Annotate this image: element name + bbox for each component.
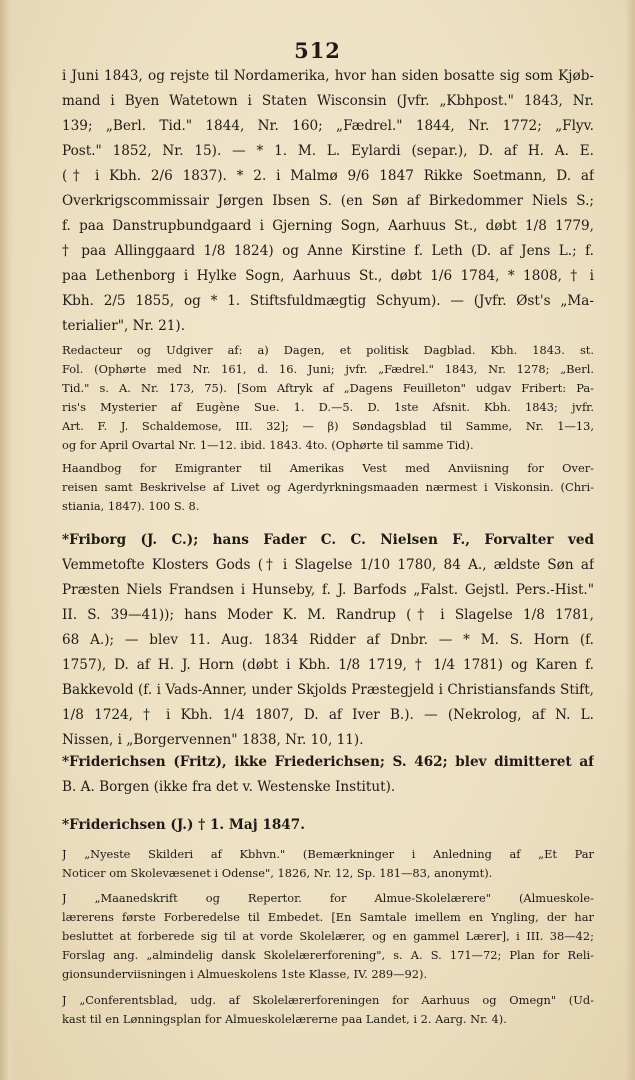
text-line: ris's Mysterier af Eugène Sue. 1. D.—5. D. 1ste Afsnit. Kbh. 1843; jvfr. (62, 400, 594, 414)
text-line: Bakkevold (f. i Vads-Anner, under Skjolds Præstegjeld i Christiansfands Stift, (62, 682, 594, 698)
text-line: Kbh. 2/5 1855, og * 1. Stiftsfuldmægtig Schyum). — (Jvfr. Øst's „Ma- (62, 293, 594, 309)
text-line: i Juni 1843, og rejste til Nordamerika, hvor han siden bosatte sig som Kjøb- (62, 68, 594, 84)
text-line: f. paa Danstrupbundgaard i Gjerning Sogn, Aarhuus St., døbt 1/8 1779, (62, 218, 594, 234)
page-number: 512 (294, 38, 341, 63)
text-line: Art. F. J. Schaldemose, III. 32]; — β) Søndagsblad til Samme, Nr. 1—13, (62, 419, 594, 433)
entry-heading-line: *Friborg (J. C.); hans Fader C. C. Nielsen F., Forvalter ved (62, 532, 594, 548)
text-line: paa Lethenborg i Hylke Sogn, Aarhuus St., døbt 1/6 1784, * 1808, † i (62, 268, 594, 284)
text-line: II. S. 39—41)); hans Moder K. M. Randrup († i Slagelse 1/8 1781, (62, 607, 594, 623)
page-right-edge (625, 0, 635, 1080)
text-line: terialier", Nr. 21). (62, 318, 186, 334)
text-line: besluttet at forberede sig til at vorde Skolelærer, og en gammel Lærer], i III. 38—42; (62, 929, 594, 943)
text-line: 1/8 1724, † i Kbh. 1/4 1807, D. af Iver B.). — (Nekrolog, af N. L. (62, 707, 594, 723)
text-line: kast til en Lønningsplan for Almueskolelærerne paa Landet, i 2. Aarg. Nr. 4). (62, 1012, 507, 1026)
text-line: lærerens første Forberedelse til Embedet. [En Samtale imellem en Yngling, der har (62, 910, 594, 924)
entry-heading-line: *Friderichsen (Fritz), ikke Friederichsen; S. 462; blev dimitteret af (62, 754, 594, 770)
text-line: gionsunderviisningen i Almueskolens 1ste Klasse, IV. 289—92). (62, 967, 428, 981)
text-line: 68 A.); — blev 11. Aug. 1834 Ridder af Dnbr. — * M. S. Horn (f. (62, 632, 594, 648)
text-line: Overkrigscommissair Jørgen Ibsen S. (en Søn af Birkedommer Niels S.; (62, 193, 594, 209)
text-line: Vemmetofte Klosters Gods († i Slagelse 1/10 1780, 84 A., ældste Søn af (62, 557, 594, 573)
text-line: stiania, 1847). 100 S. 8. (62, 499, 200, 513)
text-line: B. A. Borgen (ikke fra det v. Westenske Institut). (62, 779, 396, 795)
text-line: mand i Byen Watetown i Staten Wisconsin (Jvfr. „Kbhpost." 1843, Nr. (62, 93, 594, 109)
text-line: Præsten Niels Frandsen i Hunseby, f. J. Barfods „Falst. Gejstl. Pers.-Hist." (62, 582, 594, 598)
text-line: J „Maanedskrift og Repertor. for Almue-Skolelærere" (Almueskole- (62, 891, 594, 905)
text-line: J „Nyeste Skilderi af Kbhvn." (Bemærkninger i Anledning af „Et Par (62, 847, 594, 861)
text-line: († i Kbh. 2/6 1837). * 2. i Malmø 9/6 1847 Rikke Soetmann, D. af (62, 168, 594, 184)
text-line: reisen samt Beskrivelse af Livet og Agerdyrkningsmaaden nærmest i Viskonsin. (Chri- (62, 480, 594, 494)
text-line: Tid." s. A. Nr. 173, 75). [Som Aftryk af „Dagens Feuilleton" udgav Fribert: Pa- (62, 381, 594, 395)
text-line: Forslag ang. „almindelig dansk Skolelærerforening", s. A. S. 171—72; Plan for Reli- (62, 948, 594, 962)
text-line: Post." 1852, Nr. 15). — * 1. M. L. Eylardi (separ.), D. af H. A. E. (62, 143, 594, 159)
text-line: Nissen, i „Borgervennen" 1838, Nr. 10, 11). (62, 732, 364, 748)
text-line: J „Conferentsblad, udg. af Skolelærerforeningen for Aarhuus og Omegn" (Ud- (62, 993, 594, 1007)
text-line: Fol. (Ophørte med Nr. 161, d. 16. Juni; jvfr. „Fædrel." 1843, Nr. 1278; „Berl. (62, 362, 594, 376)
text-line: 1757), D. af H. J. Horn (døbt i Kbh. 1/8 1719, † 1/4 1781) og Karen f. (62, 657, 594, 673)
text-line: og for April Ovartal Nr. 1—12. ibid. 1843. 4to. (Ophørte til samme Tid). (62, 438, 474, 452)
text-line: Noticer om Skolevæsenet i Odense", 1826, Nr. 12, Sp. 181—83, anonymt). (62, 866, 493, 880)
page-left-edge (0, 0, 14, 1080)
text-line: † paa Allinggaard 1/8 1824) og Anne Kirstine f. Leth (D. af Jens L.; f. (62, 243, 594, 259)
entry-heading-line: *Friderichsen (J.) † 1. Maj 1847. (62, 817, 305, 833)
text-line: Haandbog for Emigranter til Amerikas Vest med Anviisning for Over- (62, 461, 594, 475)
text-line: Redacteur og Udgiver af: a) Dagen, et politisk Dagblad. Kbh. 1843. st. (62, 343, 594, 357)
text-line: 139; „Berl. Tid." 1844, Nr. 160; „Fædrel." 1844, Nr. 1772; „Flyv. (62, 118, 594, 134)
